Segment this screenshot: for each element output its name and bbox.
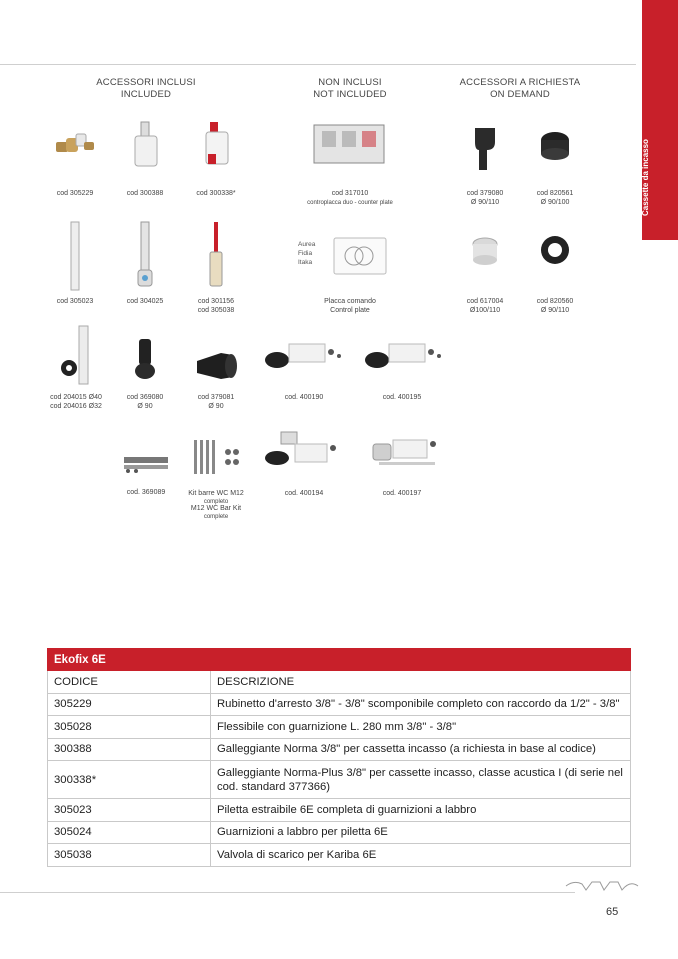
product-400190 [258,338,350,410]
heading-included [86,77,206,101]
lip-seal-pipe-image [133,220,157,292]
product-617004-code: cod 617004 [466,298,504,305]
row-code: 305028 [48,716,211,739]
row-desc: Valvola di scarico per Kariba 6E [211,844,631,867]
product-369089-code: cod. 369089 [126,489,166,496]
product-379080-code: cod 379080 [466,190,504,197]
section-side-tab [642,0,678,240]
control-plate-label-en: Control plate [330,307,370,314]
product-369080 [115,335,175,417]
soundproof-kit-image [261,338,347,374]
pipe-image [65,220,85,292]
counter-plate-image [310,119,390,169]
product-369089 [115,445,177,505]
row-code: 305038 [48,844,211,867]
fixing-kit-image [261,430,347,470]
row-code: 305023 [48,799,211,822]
row-desc: Guarnizioni a labbro per piletta 6E [211,821,631,844]
black-elbow-image [130,337,160,383]
product-820561-size: Ø 90/100 [540,199,570,206]
table-row [48,716,631,739]
plate-model-fidia: Fidia [298,250,313,257]
product-305023 [45,218,105,310]
product-820561-code: cod 820561 [536,190,574,197]
heading-on-demand-line1: ACCESSORI A RICHIESTA [459,77,581,88]
product-617004-size: Ø100/110 [469,307,501,314]
page-number: 65 [606,906,619,918]
elbow-pipe-image [465,124,505,174]
product-317010-code: cod 317010 [331,190,369,197]
table-row [48,799,631,822]
drain-valve-image [204,220,228,292]
product-379081-code: cod 379081 [197,394,235,401]
product-304025 [115,218,175,310]
plate-model-itaka: Itaka [298,259,313,266]
parts-table [47,648,631,867]
product-304025-code: cod 304025 [126,298,164,305]
shutoff-valve-image [50,124,100,164]
bottom-divider [0,892,575,893]
top-divider [0,64,636,65]
row-desc: Galleggiante Norma-Plus 3/8" per cassette incasso, classe acustica I (di serie nel cod. standard 377366) [211,761,631,799]
float-valve-image [125,120,165,170]
product-369080-code: cod 369080 [126,394,164,401]
column-header-code: CODICE [48,671,211,694]
reducer-grey-image [465,232,505,272]
column-header-desc: DESCRIZIONE [211,671,631,694]
heading-on-demand [455,77,585,101]
product-820560-size: Ø 90/110 [540,307,570,314]
table-header-row [48,671,631,694]
soundproof-kit-image-2 [359,338,445,374]
footer-ornament-icon [564,876,640,896]
heading-not-included [290,77,410,101]
table-title: Ekofix 6E [48,649,211,671]
product-305023-code: cod 305023 [56,298,94,305]
fixing-kit-image-2 [359,430,445,470]
product-300388-code: cod 300388 [126,190,164,197]
product-305038-code: cod 305038 [197,307,235,314]
row-desc: Galleggiante Norma 3/8" per cassetta incasso (a richiesta in base al codice) [211,738,631,761]
product-379080-size: Ø 90/110 [470,199,500,206]
product-379081 [185,335,247,417]
control-plate-image [330,234,390,278]
table-row [48,738,631,761]
product-400194-code: cod. 400194 [284,490,324,497]
product-204015 [40,322,112,417]
product-400197 [356,430,448,504]
section-side-tab-label: Cassette da incasso [641,139,650,216]
seal-ring-image [535,230,575,270]
bar-kit-image [186,438,246,478]
reducer-image [535,126,575,166]
product-301156-code: cod 301156 [197,298,235,305]
product-820560-code: cod 820560 [536,298,574,305]
product-204016-code: cod 204016 Ø32 [50,403,102,410]
heading-not-included-line2: NOT INCLUDED [313,89,387,100]
row-code: 300338* [48,761,211,799]
product-379081-size: Ø 90 [208,403,224,410]
black-connector-image [191,347,241,387]
row-desc: Flessibile con guarnizione L. 280 mm 3/8" - 3/8" [211,716,631,739]
table-title-blank [211,649,631,671]
product-379080 [455,120,515,215]
control-plate-label: Placca comando [324,298,376,305]
product-400190-code: cod. 400190 [284,394,324,401]
heading-not-included-line1: NON INCLUSI [318,77,382,88]
heading-included-line1: ACCESSORI INCLUSI [96,77,196,88]
product-204015-code: cod 204015 Ø40 [50,394,102,401]
row-desc: Piletta estraibile 6E completa di guarnizioni a labbro [211,799,631,822]
product-820560 [525,218,585,318]
table-row [48,761,631,799]
row-code: 305024 [48,821,211,844]
kit-line3: M12 WC Bar Kit [190,505,242,512]
bolts-set-image [120,449,172,475]
heading-on-demand-line2: ON DEMAND [490,89,550,100]
table-title-row [48,649,631,671]
product-301156 [185,218,247,318]
product-control-plate [290,232,410,320]
kit-line1: Kit barre WC M12 [188,490,244,497]
plate-model-aurea: Aurea [298,241,316,248]
plate-models [298,240,315,267]
product-305229 [45,120,105,210]
product-305229-code: cod 305229 [56,190,94,197]
product-300338-code: cod 300338* [196,190,236,197]
table-row [48,844,631,867]
product-300388 [115,120,175,210]
product-400194 [258,430,350,504]
product-369080-size: Ø 90 [137,403,153,410]
product-317010 [295,115,405,215]
product-300338 [185,120,247,210]
row-desc: Rubinetto d'arresto 3/8" - 3/8" scomponibile completo con raccordo da 1/2" - 3/8" [211,693,631,716]
kit-line2: completo [203,499,229,505]
product-400195-code: cod. 400195 [382,394,422,401]
product-kit-m12 [182,438,250,528]
row-code: 305229 [48,693,211,716]
product-317010-desc: controplacca duo - counter plate [307,200,393,206]
table-row [48,821,631,844]
float-valve-plus-image [196,120,236,170]
product-400195 [356,338,448,410]
table-row [48,693,631,716]
kit-line4: complete [203,514,229,520]
row-code: 300388 [48,738,211,761]
product-617004 [455,218,515,318]
pipe-with-gasket-image [51,324,101,388]
heading-included-line2: INCLUDED [120,89,172,100]
product-820561 [525,120,585,215]
product-400197-code: cod. 400197 [382,490,422,497]
